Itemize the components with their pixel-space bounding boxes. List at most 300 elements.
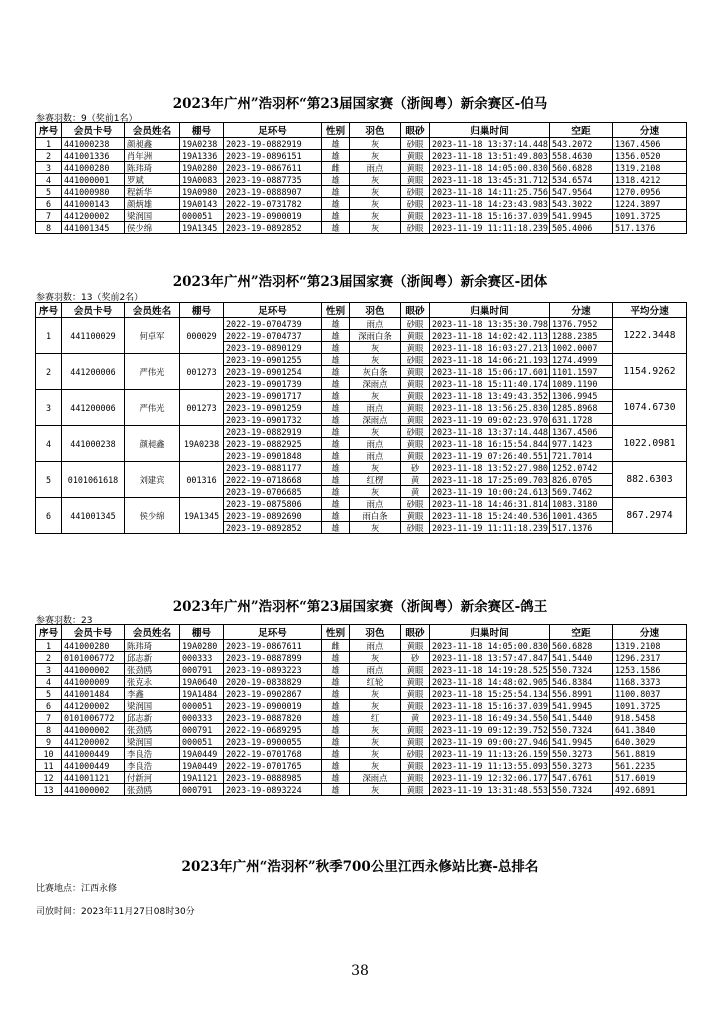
table-cell: 雄 [322, 354, 350, 366]
table-cell: 雄 [322, 664, 350, 676]
table-cell: 雄 [322, 522, 350, 534]
table-cell: 黄眼 [401, 676, 430, 688]
table-cell: 8 [36, 724, 62, 736]
table-cell: 雨点 [350, 402, 401, 414]
table-cell: 黄眼 [401, 700, 430, 712]
table-cell: 黄眼 [401, 736, 430, 748]
table-cell: 灰 [350, 186, 401, 198]
team-card-cell: 441001345 [62, 498, 125, 534]
section1-table [35, 122, 687, 234]
table-row [36, 150, 687, 162]
table-cell: 雄 [322, 462, 350, 474]
table-cell: 雨点 [350, 664, 401, 676]
table-cell: 雄 [322, 438, 350, 450]
team-name-cell: 侯少绵 [125, 498, 180, 534]
table-cell: 黄眼 [401, 390, 430, 402]
table-cell: 561.2235 [613, 760, 687, 772]
table-cell: 砂眼 [401, 186, 430, 198]
column-header: 序号 [36, 303, 62, 318]
table-cell: 雄 [322, 426, 350, 438]
table-cell: 黄眼 [401, 664, 430, 676]
table-header-row [36, 625, 687, 640]
table-cell: 543.3022 [550, 198, 613, 210]
table-cell: 雨点 [350, 498, 401, 510]
team-no-cell: 6 [36, 498, 62, 534]
table-cell: 1089.1190 [550, 378, 613, 390]
table-cell: 灰 [350, 462, 401, 474]
table-cell: 雄 [322, 486, 350, 498]
column-header: 羽色 [350, 303, 401, 318]
table-cell: 雨白条 [350, 510, 401, 522]
table-cell: 雨点 [350, 438, 401, 450]
table-cell: 黄 [401, 474, 430, 486]
table-cell: 砂眼 [401, 318, 430, 330]
table-cell: 6 [36, 700, 62, 712]
table-cell: 2023-19-0706685 [224, 486, 322, 498]
table-cell: 灰 [350, 222, 401, 234]
table-header-row [36, 123, 687, 138]
column-header: 足环号 [224, 625, 322, 640]
table-cell: 000791 [180, 784, 224, 796]
table-cell: 黄眼 [401, 772, 430, 784]
table-cell: 2023-11-18 16:03:27.213 [430, 342, 550, 354]
column-header: 序号 [36, 625, 62, 640]
table-row [36, 700, 687, 712]
column-header: 归巢时间 [430, 123, 550, 138]
table-cell: 2023-11-18 15:16:37.039 [430, 700, 550, 712]
table-cell: 砂眼 [401, 498, 430, 510]
team-name-cell: 颜昶鑫 [125, 426, 180, 462]
table-cell: 000333 [180, 712, 224, 724]
table-cell: 547.6761 [550, 772, 613, 784]
table-cell: 黄 [401, 486, 430, 498]
table-cell: 2023-19-0867611 [224, 162, 322, 174]
table-cell: 1367.4506 [613, 138, 687, 150]
table-cell: 1101.1597 [550, 366, 613, 378]
table-cell: 546.8384 [550, 676, 613, 688]
table-cell: 441000001 [62, 174, 125, 186]
table-cell: 550.3273 [550, 760, 613, 772]
table-cell: 雨点 [350, 640, 401, 652]
table-cell: 2 [36, 652, 62, 664]
table-cell: 569.7462 [550, 486, 613, 498]
table-cell: 1 [36, 640, 62, 652]
table-cell: 2023-11-18 13:37:14.448 [430, 426, 550, 438]
release-time-text: 司放时间：2023年11月27日08时30分 [36, 907, 195, 917]
table-cell: 2023-19-0887899 [224, 652, 322, 664]
table-cell: 砂眼 [401, 198, 430, 210]
table-cell: 灰白条 [350, 366, 401, 378]
table-cell: 雄 [322, 748, 350, 760]
table-cell: 黄眼 [401, 210, 430, 222]
table-row [36, 748, 687, 760]
section2-table [35, 302, 687, 534]
table-cell: 2022-19-0689295 [224, 724, 322, 736]
team-average-cell: 867.2974 [613, 498, 687, 534]
table-cell: 1288.2385 [550, 330, 613, 342]
table-cell: 灰 [350, 174, 401, 186]
table-cell: 550.7324 [550, 724, 613, 736]
table-cell: 2023-19-0893223 [224, 664, 322, 676]
table-cell: 2023-19-0888985 [224, 772, 322, 784]
table-cell: 441001121 [62, 772, 125, 784]
table-cell: 541.9945 [550, 736, 613, 748]
table-cell: 2023-11-19 12:32:06.177 [430, 772, 550, 784]
team-card-cell: 441100029 [62, 318, 125, 354]
table-cell: 雄 [322, 414, 350, 426]
table-row [36, 186, 687, 198]
section4-title: 2023年广州“浩羽杯”秋季700公里江西永修站比赛-总排名 [181, 859, 539, 875]
table-cell: 2 [36, 150, 62, 162]
table-cell: 541.9945 [550, 210, 613, 222]
section2-participants: 参赛羽数：13（奖前2名） [36, 293, 144, 303]
table-cell: 2023-11-19 10:00:24.613 [430, 486, 550, 498]
table-cell: 黄眼 [401, 510, 430, 522]
table-cell: 19A0143 [180, 198, 224, 210]
table-cell: 雄 [322, 784, 350, 796]
table-cell: 2023-11-19 09:00:27.946 [430, 736, 550, 748]
table-cell: 黄眼 [401, 688, 430, 700]
table-cell: 441000449 [62, 748, 125, 760]
table-cell: 550.7324 [550, 784, 613, 796]
table-cell: 1224.3897 [613, 198, 687, 210]
table-cell: 灰 [350, 724, 401, 736]
table-row [36, 390, 687, 402]
table-cell: 2023-19-0892852 [224, 522, 322, 534]
table-cell: 19A1121 [180, 772, 224, 784]
table-cell: 1274.4999 [550, 354, 613, 366]
table-cell: 红轮 [350, 676, 401, 688]
table-row [36, 688, 687, 700]
table-cell: 441000002 [62, 784, 125, 796]
table-cell: 黄眼 [401, 640, 430, 652]
column-header: 眼砂 [401, 303, 430, 318]
table-cell: 雄 [322, 186, 350, 198]
table-cell: 4 [36, 174, 62, 186]
team-name-cell: 刘建宾 [125, 462, 180, 498]
table-cell: 深雨点 [350, 772, 401, 784]
table-cell: 2023-11-19 11:11:18.239 [430, 522, 550, 534]
table-row [36, 784, 687, 796]
table-cell: 雄 [322, 498, 350, 510]
table-cell: 雄 [322, 724, 350, 736]
table-cell: 雄 [322, 676, 350, 688]
table-cell: 2023-19-0900055 [224, 736, 322, 748]
table-cell: 2023-11-18 13:57:47.847 [430, 652, 550, 664]
table-cell: 雄 [322, 474, 350, 486]
table-cell: 黄眼 [401, 760, 430, 772]
table-cell: 2023-19-0882925 [224, 438, 322, 450]
table-cell: 1002.0007 [550, 342, 613, 354]
table-cell: 1001.4365 [550, 510, 613, 522]
table-cell: 2023-11-19 09:12:39.752 [430, 724, 550, 736]
table-cell: 10 [36, 748, 62, 760]
venue-text: 比赛地点：江西永修 [36, 884, 118, 894]
table-cell: 826.0705 [550, 474, 613, 486]
table-cell: 雄 [322, 688, 350, 700]
table-cell: 灰 [350, 784, 401, 796]
table-cell: 红 [350, 712, 401, 724]
table-cell: 2023-11-18 14:02:42.113 [430, 330, 550, 342]
column-header: 分速 [613, 123, 687, 138]
table-cell: 2023-11-18 14:48:02.905 [430, 676, 550, 688]
table-cell: 2023-11-18 13:49:43.352 [430, 390, 550, 402]
table-cell: 付新河 [125, 772, 180, 784]
table-cell: 砂眼 [401, 222, 430, 234]
table-cell: 2023-11-19 11:11:18.239 [430, 222, 550, 234]
team-loft-cell: 19A0238 [180, 426, 224, 462]
table-cell: 541.9945 [550, 700, 613, 712]
table-cell: 631.1728 [550, 414, 613, 426]
table-cell: 19A1345 [180, 222, 224, 234]
table-cell: 雨点 [350, 450, 401, 462]
table-row [36, 426, 687, 438]
table-cell: 2023-19-0890129 [224, 342, 322, 354]
team-average-cell: 882.6303 [613, 462, 687, 498]
team-no-cell: 5 [36, 462, 62, 498]
table-cell: 黄眼 [401, 414, 430, 426]
table-cell: 颜炳雄 [125, 198, 180, 210]
column-header: 会员卡号 [62, 123, 125, 138]
table-cell: 1253.1586 [613, 664, 687, 676]
table-cell: 罗斌 [125, 174, 180, 186]
table-cell: 张劲鸥 [125, 724, 180, 736]
table-cell: 918.5458 [613, 712, 687, 724]
table-cell: 2023-19-0888907 [224, 186, 322, 198]
table-cell: 2023-11-19 11:13:55.093 [430, 760, 550, 772]
table-cell: 雄 [322, 210, 350, 222]
table-cell: 19A0449 [180, 760, 224, 772]
column-header: 归巢时间 [430, 303, 550, 318]
table-cell: 砂眼 [401, 748, 430, 760]
table-cell: 雄 [322, 712, 350, 724]
table-cell: 红楞 [350, 474, 401, 486]
team-loft-cell: 000029 [180, 318, 224, 354]
table-cell: 441001345 [62, 222, 125, 234]
table-cell: 灰 [350, 138, 401, 150]
table-cell: 2023-19-0901259 [224, 402, 322, 414]
table-cell: 2022-19-0704737 [224, 330, 322, 342]
column-header: 空距 [550, 625, 613, 640]
table-cell: 7 [36, 210, 62, 222]
table-cell: 砂 [401, 462, 430, 474]
table-cell: 505.4006 [550, 222, 613, 234]
table-cell: 黄眼 [401, 378, 430, 390]
table-row [36, 652, 687, 664]
table-cell: 2023-11-18 15:11:40.174 [430, 378, 550, 390]
team-average-cell: 1222.3448 [613, 318, 687, 354]
table-cell: 张劲鸥 [125, 784, 180, 796]
table-cell: 0101006772 [62, 712, 125, 724]
table-cell: 1296.2317 [613, 652, 687, 664]
section3-table [35, 624, 687, 796]
column-header: 会员姓名 [125, 123, 180, 138]
table-cell: 2023-11-18 14:11:25.756 [430, 186, 550, 198]
table-cell: 1100.8037 [613, 688, 687, 700]
column-header: 眼砂 [401, 625, 430, 640]
section2-title: 2023年广州”浩羽杯“第23届国家赛（浙闽粤）新余赛区-团体 [172, 274, 548, 290]
table-cell: 黄眼 [401, 330, 430, 342]
team-name-cell: 严伟光 [125, 390, 180, 426]
table-cell: 550.7324 [550, 664, 613, 676]
table-row [36, 640, 687, 652]
table-cell: 0101006772 [62, 652, 125, 664]
table-row [36, 318, 687, 330]
table-cell: 1091.3725 [613, 210, 687, 222]
table-cell: 雄 [322, 700, 350, 712]
table-cell: 11 [36, 760, 62, 772]
column-header: 羽色 [350, 123, 401, 138]
table-cell: 9 [36, 736, 62, 748]
table-cell: 640.3029 [613, 736, 687, 748]
column-header: 分速 [613, 625, 687, 640]
table-cell: 2023-19-0892852 [224, 222, 322, 234]
table-cell: 12 [36, 772, 62, 784]
table-cell: 721.7014 [550, 450, 613, 462]
table-cell: 2022-19-0701765 [224, 760, 322, 772]
team-average-cell: 1022.0981 [613, 426, 687, 462]
page-number: 38 [351, 963, 369, 979]
table-cell: 492.6891 [613, 784, 687, 796]
table-cell: 1270.0956 [613, 186, 687, 198]
table-cell: 2023-11-18 13:35:30.798 [430, 318, 550, 330]
table-cell: 梁润国 [125, 736, 180, 748]
table-row [36, 198, 687, 210]
table-cell: 李良浩 [125, 760, 180, 772]
column-header: 性别 [322, 625, 350, 640]
table-cell: 黄眼 [401, 438, 430, 450]
table-cell: 2023-11-19 09:02:23.970 [430, 414, 550, 426]
column-header: 平均分速 [613, 303, 687, 318]
table-cell: 2023-19-0893224 [224, 784, 322, 796]
table-row [36, 174, 687, 186]
table-cell: 1083.3180 [550, 498, 613, 510]
table-cell: 雄 [322, 330, 350, 342]
column-header: 性别 [322, 303, 350, 318]
table-cell: 541.5440 [550, 712, 613, 724]
table-cell: 2023-19-0896151 [224, 150, 322, 162]
table-cell: 灰 [350, 688, 401, 700]
table-row [36, 498, 687, 510]
table-cell: 000333 [180, 652, 224, 664]
table-row [36, 664, 687, 676]
table-row [36, 354, 687, 366]
table-row [36, 462, 687, 474]
team-card-cell: 441000238 [62, 426, 125, 462]
team-no-cell: 2 [36, 354, 62, 390]
table-cell: 2023-11-18 15:06:17.601 [430, 366, 550, 378]
table-row [36, 760, 687, 772]
table-cell: 556.8991 [550, 688, 613, 700]
table-cell: 黄眼 [401, 366, 430, 378]
table-cell: 977.1423 [550, 438, 613, 450]
table-cell: 2023-19-0882919 [224, 138, 322, 150]
table-cell: 3 [36, 162, 62, 174]
table-cell: 2023-11-18 14:46:31.814 [430, 498, 550, 510]
table-row [36, 712, 687, 724]
table-row [36, 736, 687, 748]
table-cell: 1306.9945 [550, 390, 613, 402]
table-cell: 雄 [322, 318, 350, 330]
table-cell: 1319.2108 [613, 640, 687, 652]
table-cell: 517.6019 [613, 772, 687, 784]
table-row [36, 162, 687, 174]
table-cell: 雄 [322, 760, 350, 772]
table-cell: 550.3273 [550, 748, 613, 760]
table-cell: 2020-19-0838829 [224, 676, 322, 688]
table-cell: 1091.3725 [613, 700, 687, 712]
table-cell: 侯少绵 [125, 222, 180, 234]
table-cell: 1319.2108 [613, 162, 687, 174]
table-row [36, 772, 687, 784]
table-cell: 19A1336 [180, 150, 224, 162]
column-header: 棚号 [180, 123, 224, 138]
table-cell: 颜昶鑫 [125, 138, 180, 150]
table-cell: 雄 [322, 772, 350, 784]
table-cell: 13 [36, 784, 62, 796]
table-cell: 黄眼 [401, 784, 430, 796]
table-cell: 1168.3373 [613, 676, 687, 688]
table-cell: 2022-19-0701768 [224, 748, 322, 760]
team-card-cell: 441200006 [62, 390, 125, 426]
table-cell: 李良浩 [125, 748, 180, 760]
table-cell: 441000280 [62, 162, 125, 174]
table-cell: 灰 [350, 652, 401, 664]
table-cell: 19A0238 [180, 138, 224, 150]
column-header: 序号 [36, 123, 62, 138]
table-cell: 1376.7952 [550, 318, 613, 330]
table-cell: 7 [36, 712, 62, 724]
table-cell: 2022-19-0704739 [224, 318, 322, 330]
table-cell: 灰 [350, 748, 401, 760]
table-cell: 灰 [350, 700, 401, 712]
column-header: 足环号 [224, 303, 322, 318]
table-cell: 2023-11-18 13:56:25.830 [430, 402, 550, 414]
table-row [36, 676, 687, 688]
table-cell: 441000002 [62, 724, 125, 736]
table-cell: 2023-11-18 14:19:28.525 [430, 664, 550, 676]
table-cell: 19A0449 [180, 748, 224, 760]
table-cell: 19A1484 [180, 688, 224, 700]
table-cell: 黄眼 [401, 342, 430, 354]
team-average-cell: 1074.6730 [613, 390, 687, 426]
table-cell: 陈玮琦 [125, 640, 180, 652]
table-cell: 441000449 [62, 760, 125, 772]
table-cell: 000051 [180, 210, 224, 222]
table-cell: 雄 [322, 402, 350, 414]
table-cell: 灰 [350, 342, 401, 354]
table-cell: 000051 [180, 700, 224, 712]
team-card-cell: 0101061618 [62, 462, 125, 498]
table-cell: 灰 [350, 522, 401, 534]
table-cell: 2023-11-18 15:16:37.039 [430, 210, 550, 222]
table-cell: 2023-19-0901739 [224, 378, 322, 390]
table-cell: 张劲鸥 [125, 664, 180, 676]
section3-participants: 参赛羽数：23 [36, 616, 93, 626]
table-cell: 441000280 [62, 640, 125, 652]
table-row [36, 724, 687, 736]
table-cell: 000791 [180, 724, 224, 736]
table-cell: 2023-19-0887820 [224, 712, 322, 724]
table-cell: 1 [36, 138, 62, 150]
table-cell: 雌 [322, 640, 350, 652]
table-cell: 3 [36, 664, 62, 676]
table-cell: 雄 [322, 150, 350, 162]
table-cell: 441000009 [62, 676, 125, 688]
table-cell: 灰 [350, 354, 401, 366]
table-cell: 1367.4506 [550, 426, 613, 438]
section1-title: 2023年广州”浩羽杯“第23届国家赛（浙闽粤）新余赛区-伯马 [172, 96, 548, 112]
